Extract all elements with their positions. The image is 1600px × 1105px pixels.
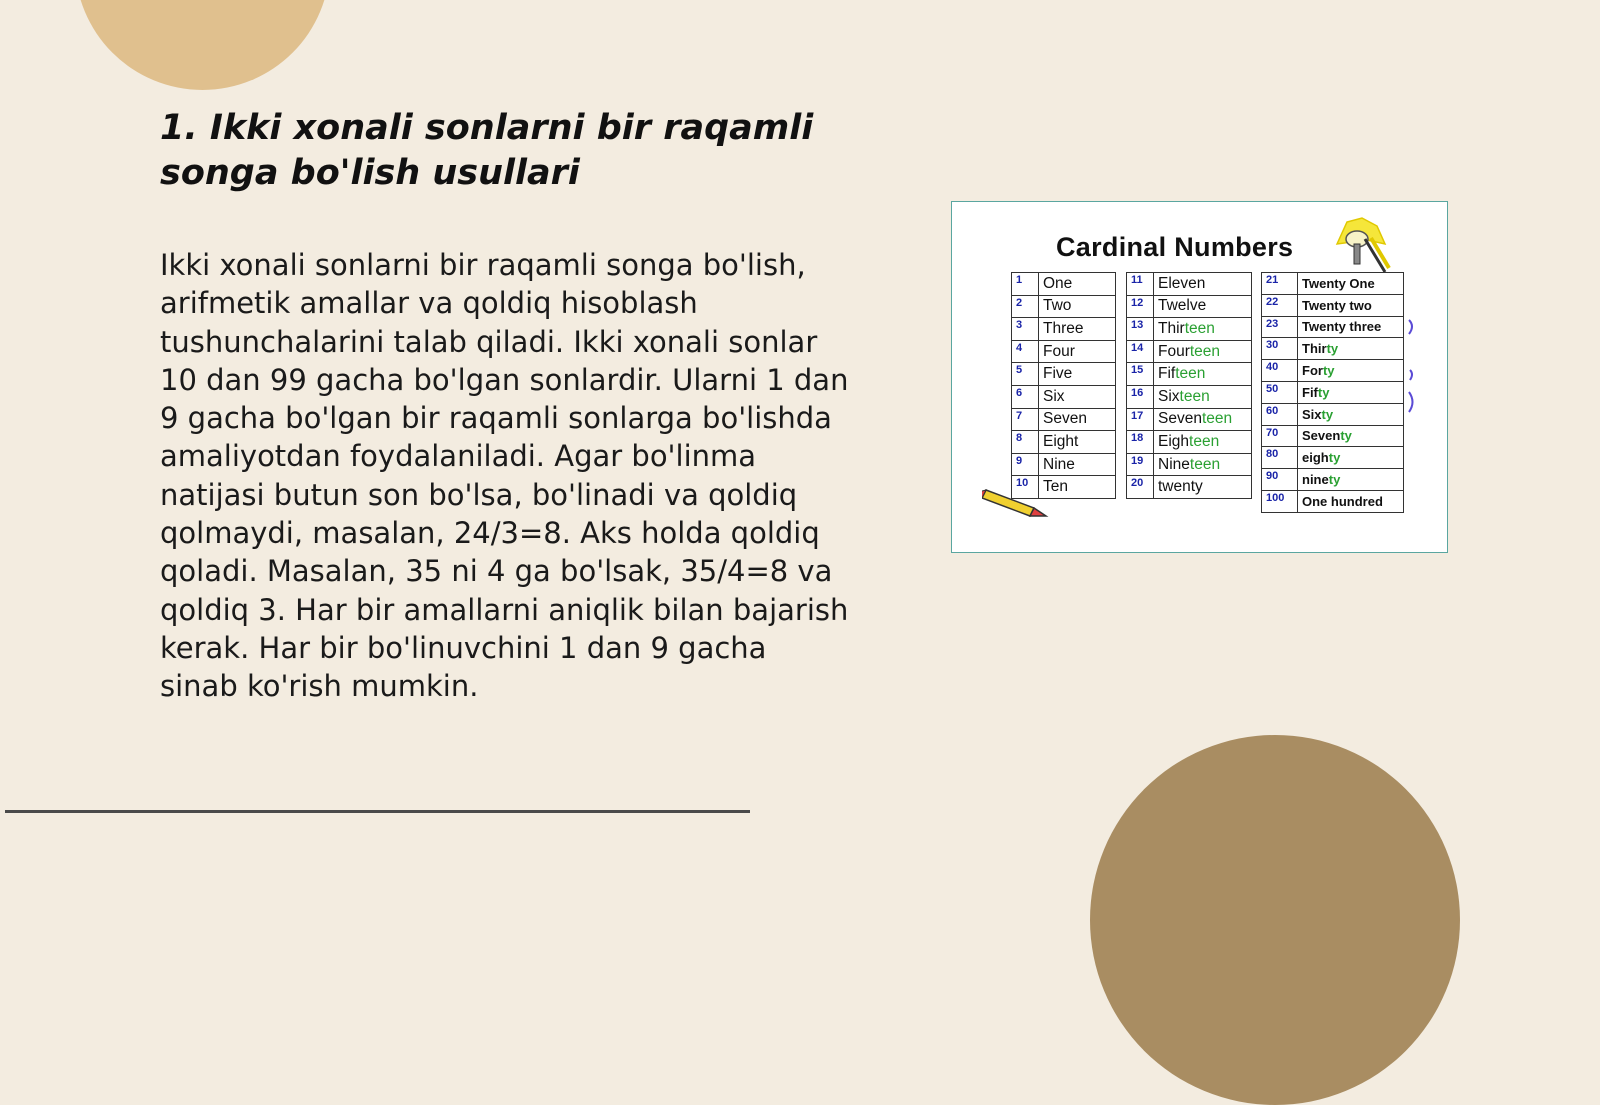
- number-word-suffix: teen: [1189, 342, 1221, 360]
- number-word-base: Eight: [1043, 432, 1079, 450]
- number-word-base: eigh: [1302, 450, 1329, 466]
- number-row: [1127, 476, 1252, 499]
- number-word-suffix: teen: [1189, 432, 1220, 450]
- number-word: [1154, 340, 1252, 363]
- number-word-suffix: ty: [1321, 406, 1334, 422]
- number-row: [1127, 363, 1252, 386]
- slide-body-text: Ikki xonali sonlarni bir raqamli songa bo'lish, arifmetik amallar va qoldiq hisoblash tushunchalarini talab qiladi. Ikki xonali sonlar 10 dan 99 gacha bo'lgan sonlardir. Ularni 1 dan 9 gacha bo'lgan bir raqamli sonlarga bo'lishda amaliyotdan foydalaniladi. Agar bo'linma natijasi butun son bo'lsa, bo'linadi va qoldiq qolmaydi, masalan, 24/3=8. Aks holda qoldiq qoladi. Masalan, 35 ni 4 ga bo'lsak, 35/4=8 va qoldiq 3. Har bir amallarni aniqlik bilan bajarish kerak. Har bir bo'linuvchini 1 dan 9 gacha sinab ko'rish mumkin.: [160, 248, 849, 704]
- number-word-suffix: ty: [1340, 428, 1352, 444]
- number-word-suffix: ty: [1317, 384, 1330, 400]
- number-digit: 22: [1262, 294, 1298, 316]
- slide-title: 1. Ikki xonali sonlarni bir raqamli songa bo'lish usullari: [160, 108, 814, 193]
- number-row: [1127, 431, 1252, 454]
- number-word-base: Six: [1043, 387, 1065, 405]
- number-word: [1298, 447, 1404, 469]
- number-word: [1298, 273, 1404, 295]
- number-word-base: Thir: [1158, 319, 1185, 337]
- number-word-base: One hundred: [1302, 493, 1383, 509]
- number-digit: 14: [1127, 340, 1154, 363]
- number-row: [1012, 453, 1116, 476]
- number-word-base: Fif: [1302, 384, 1318, 400]
- number-word: [1039, 295, 1116, 318]
- number-row: [1262, 447, 1404, 469]
- number-row: [1262, 360, 1404, 382]
- number-digit: 30: [1262, 338, 1298, 360]
- number-row: [1262, 316, 1404, 338]
- number-digit: 20: [1127, 476, 1154, 499]
- number-word: [1298, 360, 1404, 382]
- number-word: [1039, 273, 1116, 296]
- number-word: [1039, 340, 1116, 363]
- decor-circle-top: [75, 0, 330, 90]
- number-word-base: twenty: [1158, 478, 1203, 496]
- number-word-base: Nine: [1043, 455, 1075, 473]
- number-word-base: Seven: [1158, 410, 1202, 428]
- number-word-base: nine: [1302, 472, 1329, 488]
- number-digit: 40: [1262, 360, 1298, 382]
- number-digit: 1: [1012, 273, 1039, 296]
- number-word: [1039, 363, 1116, 386]
- number-row: [1012, 273, 1116, 296]
- number-word: [1298, 316, 1404, 338]
- number-word-base: Five: [1043, 365, 1073, 383]
- number-digit: 90: [1262, 469, 1298, 491]
- number-word-base: Nine: [1158, 455, 1190, 473]
- number-row: [1127, 340, 1252, 363]
- number-word-suffix: teen: [1175, 365, 1206, 383]
- number-row: [1012, 408, 1116, 431]
- mushroom-icon: [1327, 214, 1392, 274]
- number-row: [1012, 318, 1116, 341]
- number-word: [1298, 403, 1404, 425]
- number-word-suffix: ty: [1322, 363, 1335, 379]
- numbers-table-1-10: [1011, 272, 1116, 499]
- number-word-base: Three: [1043, 319, 1084, 337]
- number-digit: 7: [1012, 408, 1039, 431]
- number-word-base: Four: [1158, 342, 1190, 360]
- number-word: [1154, 385, 1252, 408]
- number-word-suffix: ty: [1326, 341, 1339, 357]
- number-word-suffix: ty: [1328, 472, 1341, 488]
- number-digit: 13: [1127, 318, 1154, 341]
- number-row: [1127, 273, 1252, 296]
- numbers-table-11-20: [1126, 272, 1252, 499]
- number-row: [1262, 273, 1404, 295]
- number-word: [1298, 381, 1404, 403]
- number-word-base: Seven: [1302, 428, 1341, 444]
- number-word: [1298, 294, 1404, 316]
- number-row: [1262, 425, 1404, 447]
- number-word-base: Eleven: [1158, 274, 1206, 292]
- number-word-base: Two: [1043, 297, 1072, 315]
- divider-line: [5, 810, 750, 813]
- scribble-icon: [1405, 312, 1417, 432]
- number-word: [1154, 363, 1252, 386]
- number-word-suffix: ty: [1328, 450, 1341, 466]
- number-word: [1298, 469, 1404, 491]
- number-word-base: Seven: [1043, 410, 1087, 428]
- number-word: [1039, 385, 1116, 408]
- number-word-base: Six: [1302, 406, 1322, 422]
- number-row: [1127, 385, 1252, 408]
- number-word-base: For: [1302, 363, 1323, 379]
- number-digit: 15: [1127, 363, 1154, 386]
- number-digit: 4: [1012, 340, 1039, 363]
- number-row: [1012, 431, 1116, 454]
- number-word-base: Six: [1158, 387, 1180, 405]
- number-digit: 18: [1127, 431, 1154, 454]
- number-digit: 23: [1262, 316, 1298, 338]
- pencil-icon: [982, 482, 1052, 522]
- number-digit: 16: [1127, 385, 1154, 408]
- number-word-base: Four: [1043, 342, 1075, 360]
- number-word: [1298, 338, 1404, 360]
- number-digit: 12: [1127, 295, 1154, 318]
- number-digit: 21: [1262, 273, 1298, 295]
- number-word: [1039, 408, 1116, 431]
- number-row: [1012, 340, 1116, 363]
- cardinal-numbers-image: [951, 201, 1448, 553]
- number-word: [1039, 318, 1116, 341]
- number-word-suffix: teen: [1189, 455, 1221, 473]
- decor-circle-bottom: [1090, 735, 1460, 1105]
- number-word-base: Twenty One: [1302, 275, 1375, 291]
- number-row: [1012, 385, 1116, 408]
- number-row: [1012, 295, 1116, 318]
- number-digit: 10: [1012, 476, 1039, 499]
- number-word: [1154, 408, 1252, 431]
- number-row: [1127, 408, 1252, 431]
- number-word-suffix: teen: [1179, 387, 1210, 405]
- numbers-table-21-100: [1261, 272, 1404, 513]
- number-word-base: Twelve: [1158, 297, 1207, 315]
- number-word-base: Twenty two: [1302, 297, 1372, 313]
- number-word-base: Fif: [1158, 365, 1176, 383]
- number-row: [1012, 363, 1116, 386]
- number-digit: 100: [1262, 490, 1298, 512]
- number-word: [1154, 431, 1252, 454]
- number-word: [1154, 318, 1252, 341]
- number-word-base: Thir: [1302, 341, 1327, 357]
- number-digit: 80: [1262, 447, 1298, 469]
- number-row: [1262, 469, 1404, 491]
- number-digit: 5: [1012, 363, 1039, 386]
- number-digit: 50: [1262, 381, 1298, 403]
- number-row: [1262, 403, 1404, 425]
- number-word: [1298, 490, 1404, 512]
- number-digit: 19: [1127, 453, 1154, 476]
- number-word-base: Twenty three: [1302, 319, 1382, 335]
- number-digit: 8: [1012, 431, 1039, 454]
- image-title: Cardinal Numbers: [1056, 232, 1294, 262]
- number-row: [1262, 338, 1404, 360]
- number-row: [1127, 318, 1252, 341]
- number-digit: 11: [1127, 273, 1154, 296]
- number-digit: 17: [1127, 408, 1154, 431]
- number-word-base: Ten: [1043, 478, 1068, 496]
- number-digit: 60: [1262, 403, 1298, 425]
- number-row: [1127, 295, 1252, 318]
- number-row: [1127, 453, 1252, 476]
- number-word-base: One: [1043, 274, 1073, 292]
- number-word-base: Eigh: [1158, 432, 1190, 450]
- number-word-suffix: teen: [1201, 410, 1233, 428]
- number-word-suffix: teen: [1184, 319, 1215, 337]
- number-word: [1298, 425, 1404, 447]
- number-row: [1262, 294, 1404, 316]
- number-word: [1154, 295, 1252, 318]
- number-row: [1262, 490, 1404, 512]
- number-digit: 3: [1012, 318, 1039, 341]
- number-word: [1039, 453, 1116, 476]
- number-digit: 9: [1012, 453, 1039, 476]
- number-digit: 6: [1012, 385, 1039, 408]
- number-word: [1154, 273, 1252, 296]
- number-row: [1262, 381, 1404, 403]
- number-digit: 70: [1262, 425, 1298, 447]
- number-word: [1039, 431, 1116, 454]
- number-word: [1154, 476, 1252, 499]
- number-digit: 2: [1012, 295, 1039, 318]
- number-word: [1154, 453, 1252, 476]
